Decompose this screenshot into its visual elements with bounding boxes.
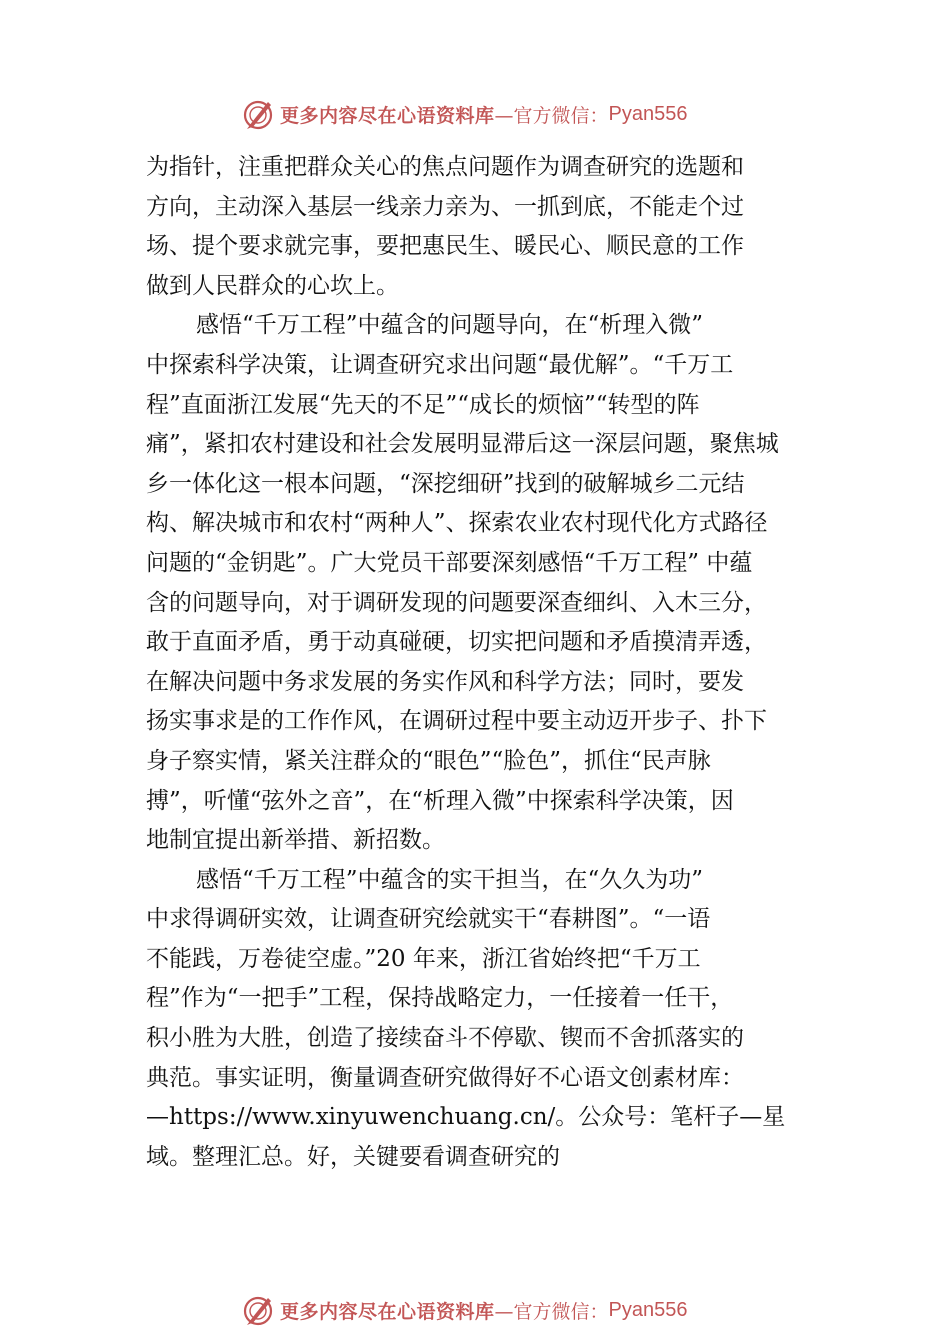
text-line: 问题的“金钥匙”。广大党员干部要深刻感悟“千万工程” 中蕴 [146, 549, 753, 576]
banner-wechat-id: Pyan556 [608, 1298, 688, 1321]
text-line: 不能践，万卷徒空虚。”20 年来，浙江省始终把“千万工 [146, 945, 701, 972]
pen-logo-icon [240, 96, 276, 132]
text-line: 扬实事求是的工作作风，在调研过程中要主动迈开步子、扑下 [146, 708, 767, 735]
text-line: 程”直面浙江发展“先天的不足”“成长的烦恼”“转型的阵 [146, 391, 700, 418]
banner-title: 更多内容尽在心语资料库 [280, 104, 495, 127]
text-line: 场、提个要求就完事，要把惠民生、暖民心、顺民意的工作 [146, 233, 744, 260]
text-line: 痛”，紧扣农村建设和社会发展明显滞后这一深层问题，聚焦城 [146, 431, 779, 458]
text-line: 做到人民群众的心坎上。 [146, 272, 399, 299]
text-line: 典范。事实证明，衡量调查研究做得好不心语文创素材库： [146, 1064, 744, 1091]
banner-wechat-id: Pyan556 [608, 102, 688, 125]
footer-banner [240, 1290, 688, 1330]
text-line: 中探索科学决策，让调查研究求出问题“最优解”。“千万工 [146, 351, 734, 378]
text-line: 乡一体化这一根本问题，“深挖细研”找到的破解城乡二元结 [146, 470, 745, 497]
text-line: 构、解决城市和农村“两种人”、探索农业农村现代化方式路径 [146, 510, 768, 537]
pen-logo-icon [240, 1292, 276, 1328]
text-line: 搏”，听懂“弦外之音”，在“析理入微”中探索科学决策，因 [146, 787, 734, 814]
text-line: 程”作为“一把手”工程，保持战略定力，一任接着一任干， [146, 985, 734, 1012]
text-line: 中求得调研实效，让调查研究绘就实干“春耕图”。“一语 [146, 906, 711, 933]
text-line: —https://www.xinyuwenchuang.cn/。公众号：笔杆子—星 [146, 1104, 786, 1131]
paragraph-start-line: 感悟“千万工程”中蕴含的问题导向，在“析理入微” [196, 312, 704, 339]
banner-wechat-label: —官方微信： [494, 104, 609, 127]
banner-title: 更多内容尽在心语资料库 [280, 1300, 495, 1323]
text-line: 为指针，注重把群众关心的焦点问题作为调查研究的选题和 [146, 154, 744, 180]
text-line: 方向，主动深入基层一线亲力亲为、一抓到底，不能走个过 [146, 193, 744, 220]
text-line: 积小胜为大胜，创造了接续奋斗不停歇、锲而不舍抓落实的 [146, 1025, 744, 1052]
paragraph-start-line: 感悟“千万工程”中蕴含的实干担当，在“久久为功” [196, 866, 704, 893]
banner-wechat-label: —官方微信： [494, 1300, 609, 1323]
text-line: 敢于直面矛盾，勇于动真碰硬，切实把问题和矛盾摸清弄透， [146, 629, 767, 656]
text-line: 含的问题导向，对于调研发现的问题要深查细纠、入木三分， [146, 589, 767, 616]
header-banner [240, 94, 688, 134]
text-line: 身子察实情，紧关注群众的“眼色”“脸色”，抓住“民声脉 [146, 747, 711, 774]
text-line: 域。整理汇总。好，关键要看调查研究的 [146, 1143, 560, 1170]
text-line: 地制宜提出新举措、新招数。 [146, 827, 445, 854]
text-line: 在解决问题中务求发展的务实作风和科学方法；同时，要发 [146, 668, 744, 695]
article-body [146, 148, 814, 1177]
